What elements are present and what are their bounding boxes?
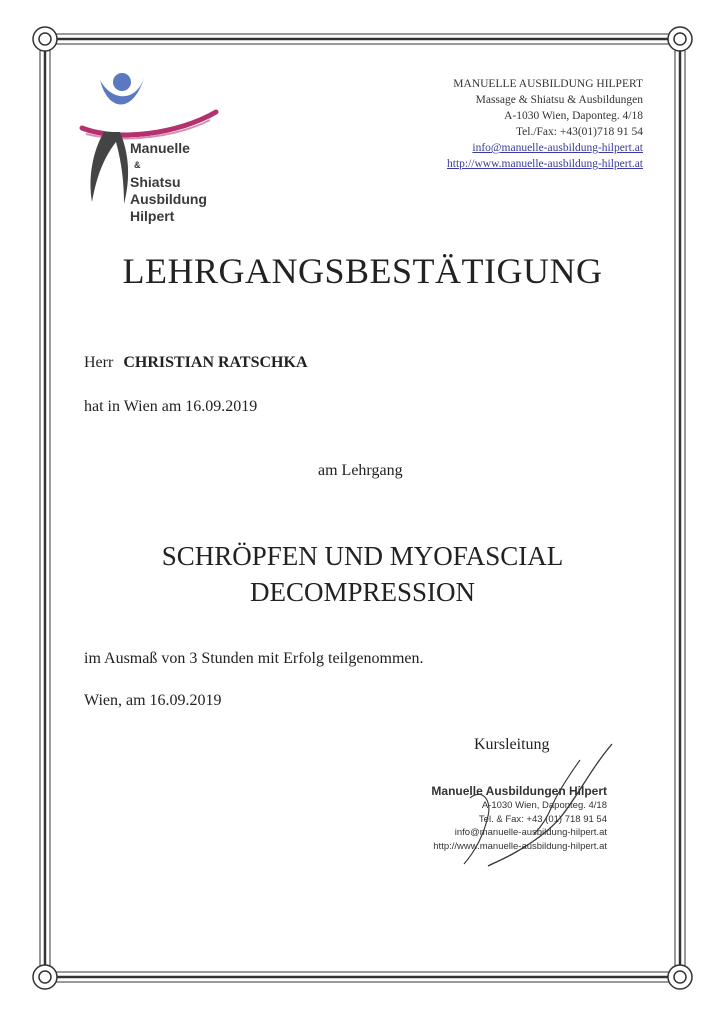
recipient-name: CHRISTIAN RATSCHKA <box>123 354 308 371</box>
salutation: Herr <box>84 354 114 371</box>
header-contact <box>447 76 643 172</box>
company-name: MANUELLE AUSBILDUNG HILPERT <box>453 78 643 90</box>
email-link[interactable]: info@manuelle-ausbildung-hilpert.at <box>472 142 643 154</box>
signature-icon <box>430 740 620 870</box>
document-title: LEHRGANGSBESTÄTIGUNG <box>122 251 603 291</box>
course-intro: am Lehrgang <box>318 462 403 479</box>
stamp-phone: Tel. & Fax: +43 (01) 718 91 54 <box>478 813 607 825</box>
signatory-label: Kursleitung <box>474 736 550 753</box>
logo-wordmark: Manuelle & Shiatsu Ausbildung Hilpert <box>130 140 207 224</box>
course-title: SCHRÖPFEN UND MYOFASCIAL DECOMPRESSION <box>161 541 564 607</box>
recipient-line <box>84 354 308 372</box>
stamp-website: http://www.manuelle-ausbildung-hilpert.at <box>433 840 607 852</box>
place-date: Wien, am 16.09.2019 <box>84 692 222 709</box>
website-link[interactable]: http://www.manuelle-ausbildung-hilpert.at <box>447 158 643 170</box>
attended-line: hat in Wien am 16.09.2019 <box>84 398 258 415</box>
stamp-address: A-1030 Wien, Daponteg. 4/18 <box>481 800 607 811</box>
company-phone: Tel./Fax: +43(01)718 91 54 <box>515 126 643 138</box>
stamp-title: Manuelle Ausbildungen Hilpert <box>431 784 607 798</box>
scope-line: im Ausmaß von 3 Stunden mit Erfolg teilgenommen. <box>84 650 424 667</box>
company-address: A-1030 Wien, Daponteg. 4/18 <box>504 110 643 122</box>
company-services: Massage & Shiatsu & Ausbildungen <box>475 94 643 106</box>
stamp-email: info@manuelle-ausbildung-hilpert.at <box>454 827 607 838</box>
